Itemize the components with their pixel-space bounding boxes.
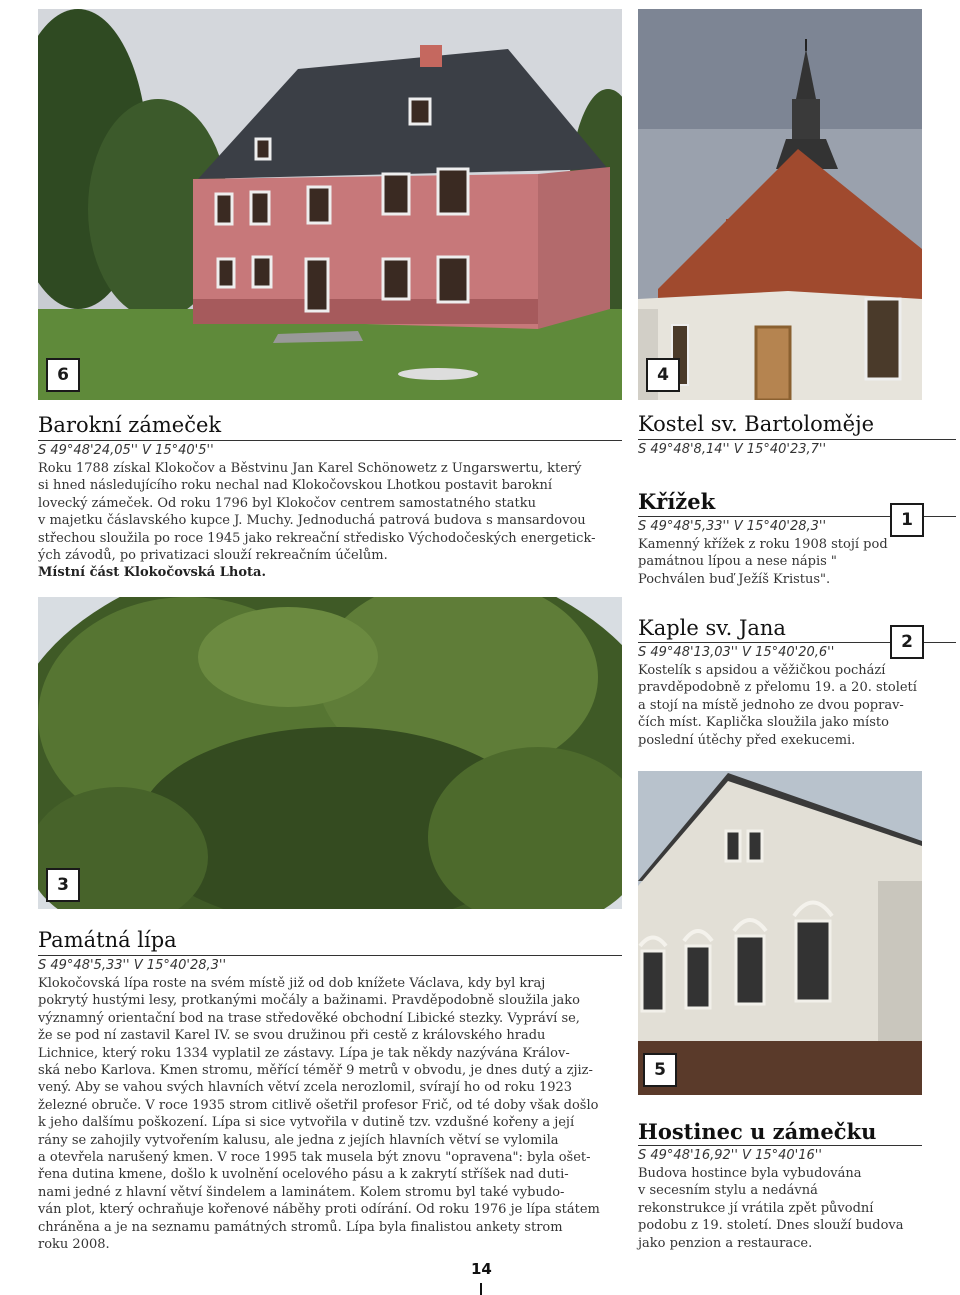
map-number-badge: 1 [890, 503, 924, 537]
text-line: rekonstrukce jí vrátila zpět původní [638, 1200, 874, 1216]
text-line: jako penzion a restaurace. [638, 1235, 813, 1251]
gps-coordinates: S 49°48'5,33'' V 15°40'28,3'' [638, 519, 827, 534]
text-line: Pochválen buď Ježíš Kristus". [638, 571, 831, 587]
text-line: roku 2008. [38, 1237, 110, 1253]
text-line: Kamenný křížek z roku 1908 stojí pod [638, 537, 888, 552]
photo-church [638, 9, 922, 400]
gps-coordinates: S 49°48'8,14'' V 15°40'23,7'' [638, 442, 827, 457]
section-description [638, 536, 888, 588]
text-line: podobu z 19. století. Dnes slouží budova [638, 1218, 904, 1234]
text-line: Budova hostince byla vybudována [638, 1166, 862, 1181]
text-line: poslední útěchy před exekucemi. [638, 732, 856, 748]
gps-coordinates: S 49°48'13,03'' V 15°40'20,6'' [638, 645, 835, 660]
section-title-chapel: Kaple sv. Jana [638, 616, 786, 640]
text-line: pokrytý hustými lesy, protkanými močály a bažinami. Pravděpodobně sloužila jako [38, 993, 580, 1009]
section-description [638, 1165, 904, 1252]
location-note: Místní část Klokočovská Lhota. [38, 565, 266, 580]
text-line: že se pod ní zastavil Karel IV. se svou družinou při cestě z královského hradu [38, 1028, 546, 1044]
text-line: střechou sloužila po roce 1945 jako rekreační středisko Východočeských energetick- [38, 530, 596, 546]
text-line: a stojí na místě jednoho ze dvou poprav- [638, 697, 904, 713]
section-title-inn: Hostinec u zámečku [638, 1119, 877, 1144]
text-line: Klokočovská lípa roste na svém místě již od dob knížete Václava, kdy byl kraj [38, 976, 546, 991]
text-line: ská nebo Karlova. Kmen stromu, měřící téměř 9 metrů v obvodu, je dnes dutý a zjiz- [38, 1063, 593, 1079]
photo-number-badge: 3 [46, 868, 80, 902]
section-title-baroque-chateau: Barokní zámeček [38, 413, 222, 437]
text-line: významný orientační bod na trase středověké obchodní Libické stezky. Vypráví se, [38, 1010, 580, 1026]
text-line: rány se zahojily vytvořením kalusu, ale jedna z jejích hlavních větví se vylomila [38, 1132, 559, 1148]
page-number-tick [480, 1283, 482, 1295]
text-line: k jeho dalšímu poškození. Lípa si sice vytvořila v dutině tzv. vzdušné kořeny a její [38, 1115, 575, 1131]
section-divider [38, 440, 622, 441]
text-line: památnou lípou a nese nápis " [638, 554, 837, 570]
gps-coordinates: S 49°48'16,92'' V 15°40'16'' [638, 1148, 822, 1163]
section-description [38, 975, 600, 1254]
photo-baroque-chateau [38, 9, 622, 400]
section-divider [638, 439, 956, 440]
section-description [638, 662, 917, 749]
text-line: vený. Aby se vahou svých hlavních větví zcela nerozlomil, svírají ho od roku 1923 [38, 1080, 573, 1096]
photo-number-badge: 5 [643, 1053, 677, 1087]
text-line: chráněna a je na seznamu památných stromů. Lípa byla finalistou ankety strom [38, 1219, 563, 1235]
text-line: ých závodů, po privatizaci slouží rekreačním účelům. [38, 548, 388, 564]
map-number-badge: 2 [890, 625, 924, 659]
text-line: řena dutina kmene, došlo k uvolnění ocelového pásu a k zakrytí stříšek nad duti- [38, 1167, 569, 1183]
photo-number-badge: 4 [646, 358, 680, 392]
section-title-linden: Památná lípa [38, 928, 177, 952]
text-line: ván plot, který ochraňuje kořenové náběhy proti odírání. Od roku 1976 je lípa státem [38, 1202, 600, 1218]
gps-coordinates: S 49°48'24,05'' V 15°40'5'' [38, 443, 214, 458]
text-line: a otevřela narušený kmen. V roce 1995 tak musela být znovu "opravena": byla ošet- [38, 1150, 591, 1166]
section-description [38, 460, 595, 564]
text-line: v secesním stylu a nedávná [638, 1183, 818, 1199]
photo-linden-tree [38, 597, 622, 909]
text-line: Lichnice, který roku 1334 vyplatil ze zástavy. Lípa je tak někdy nazývána Králov- [38, 1045, 570, 1061]
text-line: v majetku čáslavského kupce J. Muchy. Jednoduchá patrová budova s mansardovou [38, 513, 586, 529]
text-line: Kostelík s apsidou a věžičkou pochází [638, 663, 886, 678]
text-line: Roku 1788 získal Klokočov a Běstvinu Jan Karel Schönowetz z Ungarswertu, který [38, 461, 582, 476]
text-line: železné obruče. V roce 1935 strom citlivě ošetřil profesor Frič, od té doby však došlo [38, 1097, 599, 1113]
text-line: nami jedné z hlavní větví šindelem a laminátem. Kolem stromu byl také vybudo- [38, 1184, 565, 1200]
section-title-cross: Křížek [638, 489, 716, 514]
photo-number-badge: 6 [46, 358, 80, 392]
section-title-church: Kostel sv. Bartoloměje [638, 412, 875, 436]
section-divider [638, 1145, 922, 1146]
photo-inn [638, 771, 922, 1095]
text-line: si hned následujícího roku nechal nad Klokočovskou Lhotkou postavit barokní [38, 478, 553, 494]
section-divider [38, 955, 622, 956]
text-line: lovecký zámeček. Od roku 1796 byl Klokočov centrem samostatného statku [38, 495, 536, 511]
page-number: 14 [471, 1260, 492, 1278]
text-line: pravděpodobně z přelomu 19. a 20. století [638, 680, 917, 696]
gps-coordinates: S 49°48'5,33'' V 15°40'28,3'' [38, 958, 227, 973]
text-line: čích míst. Kaplička sloužila jako místo [638, 715, 889, 731]
